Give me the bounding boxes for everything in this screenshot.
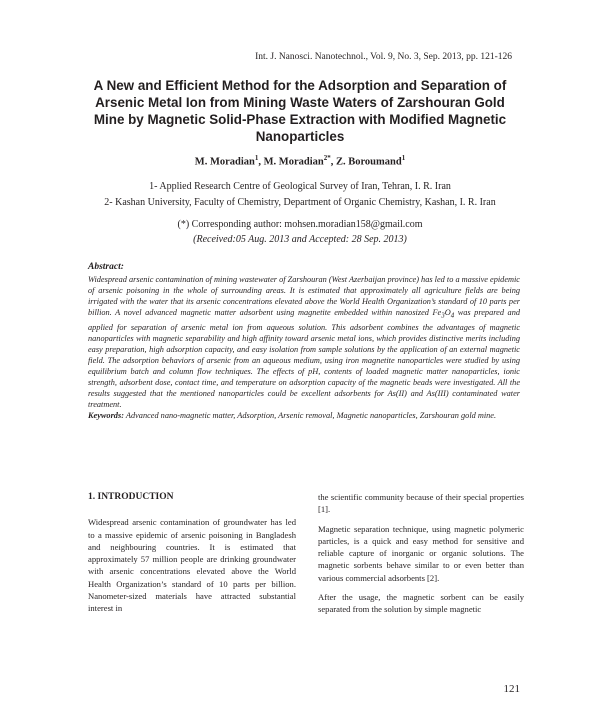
abstract-heading: Abstract: bbox=[88, 262, 124, 272]
abstract bbox=[88, 262, 520, 421]
formula-element: O bbox=[444, 308, 451, 317]
author-name: M. Moradian bbox=[194, 156, 255, 168]
paragraph: Magnetic separation technique, using magnetic polymeric particles, is a quick and easy method for sensitive and reliable capture of inorganic or organic solutions. The magnetic sorbents behave similar to or even better than various commercial adsorbents [2]. bbox=[318, 523, 524, 583]
left-column bbox=[88, 491, 296, 622]
formula-subscript: 4 bbox=[450, 312, 455, 320]
corresponding-author: (*) Corresponding author: mohsen.moradian158@gmail.com bbox=[177, 219, 423, 230]
keywords-text: Advanced nano-magnetic matter, Adsorption, Arsenic removal, Magnetic nanoparticles, Zarshouran gold mine. bbox=[125, 410, 497, 420]
journal-reference: Int. J. Nanosci. Nanotechnol., Vol. 9, No. 3, Sep. 2013, pp. 121-126 bbox=[255, 52, 512, 62]
author-affiliation-mark: 1 bbox=[401, 154, 406, 162]
paragraph: Widespread arsenic contamination of groundwater has led to a massive epidemic of arsenic poisoning in Bangladesh and neighbouring countries. It is estimated that approximately 57 million people are drinking groundwater with arsenic concentrations elevated above the World Health Organization’s standard of 10 parts per billion. Nanometer-sized materials have attracted substantial interest in bbox=[88, 517, 296, 614]
section-heading: 1. INTRODUCTION bbox=[88, 492, 174, 502]
author-name: Z. Boroumand bbox=[335, 156, 402, 168]
affiliation: 2- Kashan University, Faculty of Chemistry, Department of Organic Chemistry, Kashan, I. R. Iran bbox=[104, 197, 496, 208]
keywords-label: Keywords: bbox=[88, 410, 124, 420]
affiliation: 1- Applied Research Centre of Geological Survey of Iran, Tehran, I. R. Iran bbox=[149, 181, 451, 192]
formula-element: Fe bbox=[432, 308, 442, 317]
author-affiliation-mark: 1 bbox=[254, 154, 259, 162]
formula-subscript: 3 bbox=[441, 312, 445, 320]
author-list: M. Moradian$^1$, M. Moradian$^{2*}$, Z. Boroumand$^1$ bbox=[194, 154, 406, 168]
keywords bbox=[88, 410, 520, 421]
author-affiliation-mark: 2* bbox=[323, 154, 331, 162]
received-dates: (Received:05 Aug. 2013 and Accepted: 28 Sep. 2013) bbox=[193, 234, 407, 245]
chemical-formula bbox=[432, 308, 455, 320]
abstract-text-part: was prepared and applied for separation of arsenic metal ion from aqueous solution. This adsorbent combines the advantages of magnetic nanoparticles with magnetic separability and high affinity toward arsenic metal ions, which provides distinctive merits including easy preparation, high adsorption capacity, and easy isolation from sample solutions by the application of an external magnetic field. The adsorption behaviors of arsenic from an aqueous medium, using iron magnetite nanoparticles were studied by using equilibrium batch and column flow techniques. The effects of pH, contents of loaded magnetic matter nanoparticles, ionic strength, adsorbent dose, contact time, and temperature on adsorption capacity of the magnetic beads were investigated. All the results suggested that the mentioned nanoparticles could be excellent adsorbents for As(II) and As(III) contaminated water treatment. bbox=[88, 308, 520, 409]
author-name: M. Moradian bbox=[263, 156, 324, 168]
abstract-text bbox=[88, 275, 520, 409]
page-number: 121 bbox=[503, 683, 520, 695]
paragraph: the scientific community because of their special properties [1]. bbox=[318, 492, 524, 515]
right-column bbox=[318, 491, 524, 623]
abstract-text-part: Widespread arsenic contamination of mining wastewater of Zarshouran (West Azerbaijan province) has led to a massive epidemic of arsenic poisoning in the whole of surrounding areas. It is estimated that approximately all agriculture fields are being irrigated with the water that its arsenic concentrations elevated above the World Health Organization’s standard of 10 parts per billion. A novel advanced magnetic matter adsorbent using magnetite embedded within nanosized bbox=[88, 275, 520, 317]
paragraph: After the usage, the magnetic sorbent can be easily separated from the solution by simple magnetic bbox=[318, 592, 524, 615]
article-title: A New and Efficient Method for the Adsorption and Separation of Arsenic Metal Ion from Mining Waste Waters of Zarshouran Gold Mine by Magnetic Solid-Phase Extraction with Modified Magnetic Nanoparticles bbox=[93, 78, 507, 144]
